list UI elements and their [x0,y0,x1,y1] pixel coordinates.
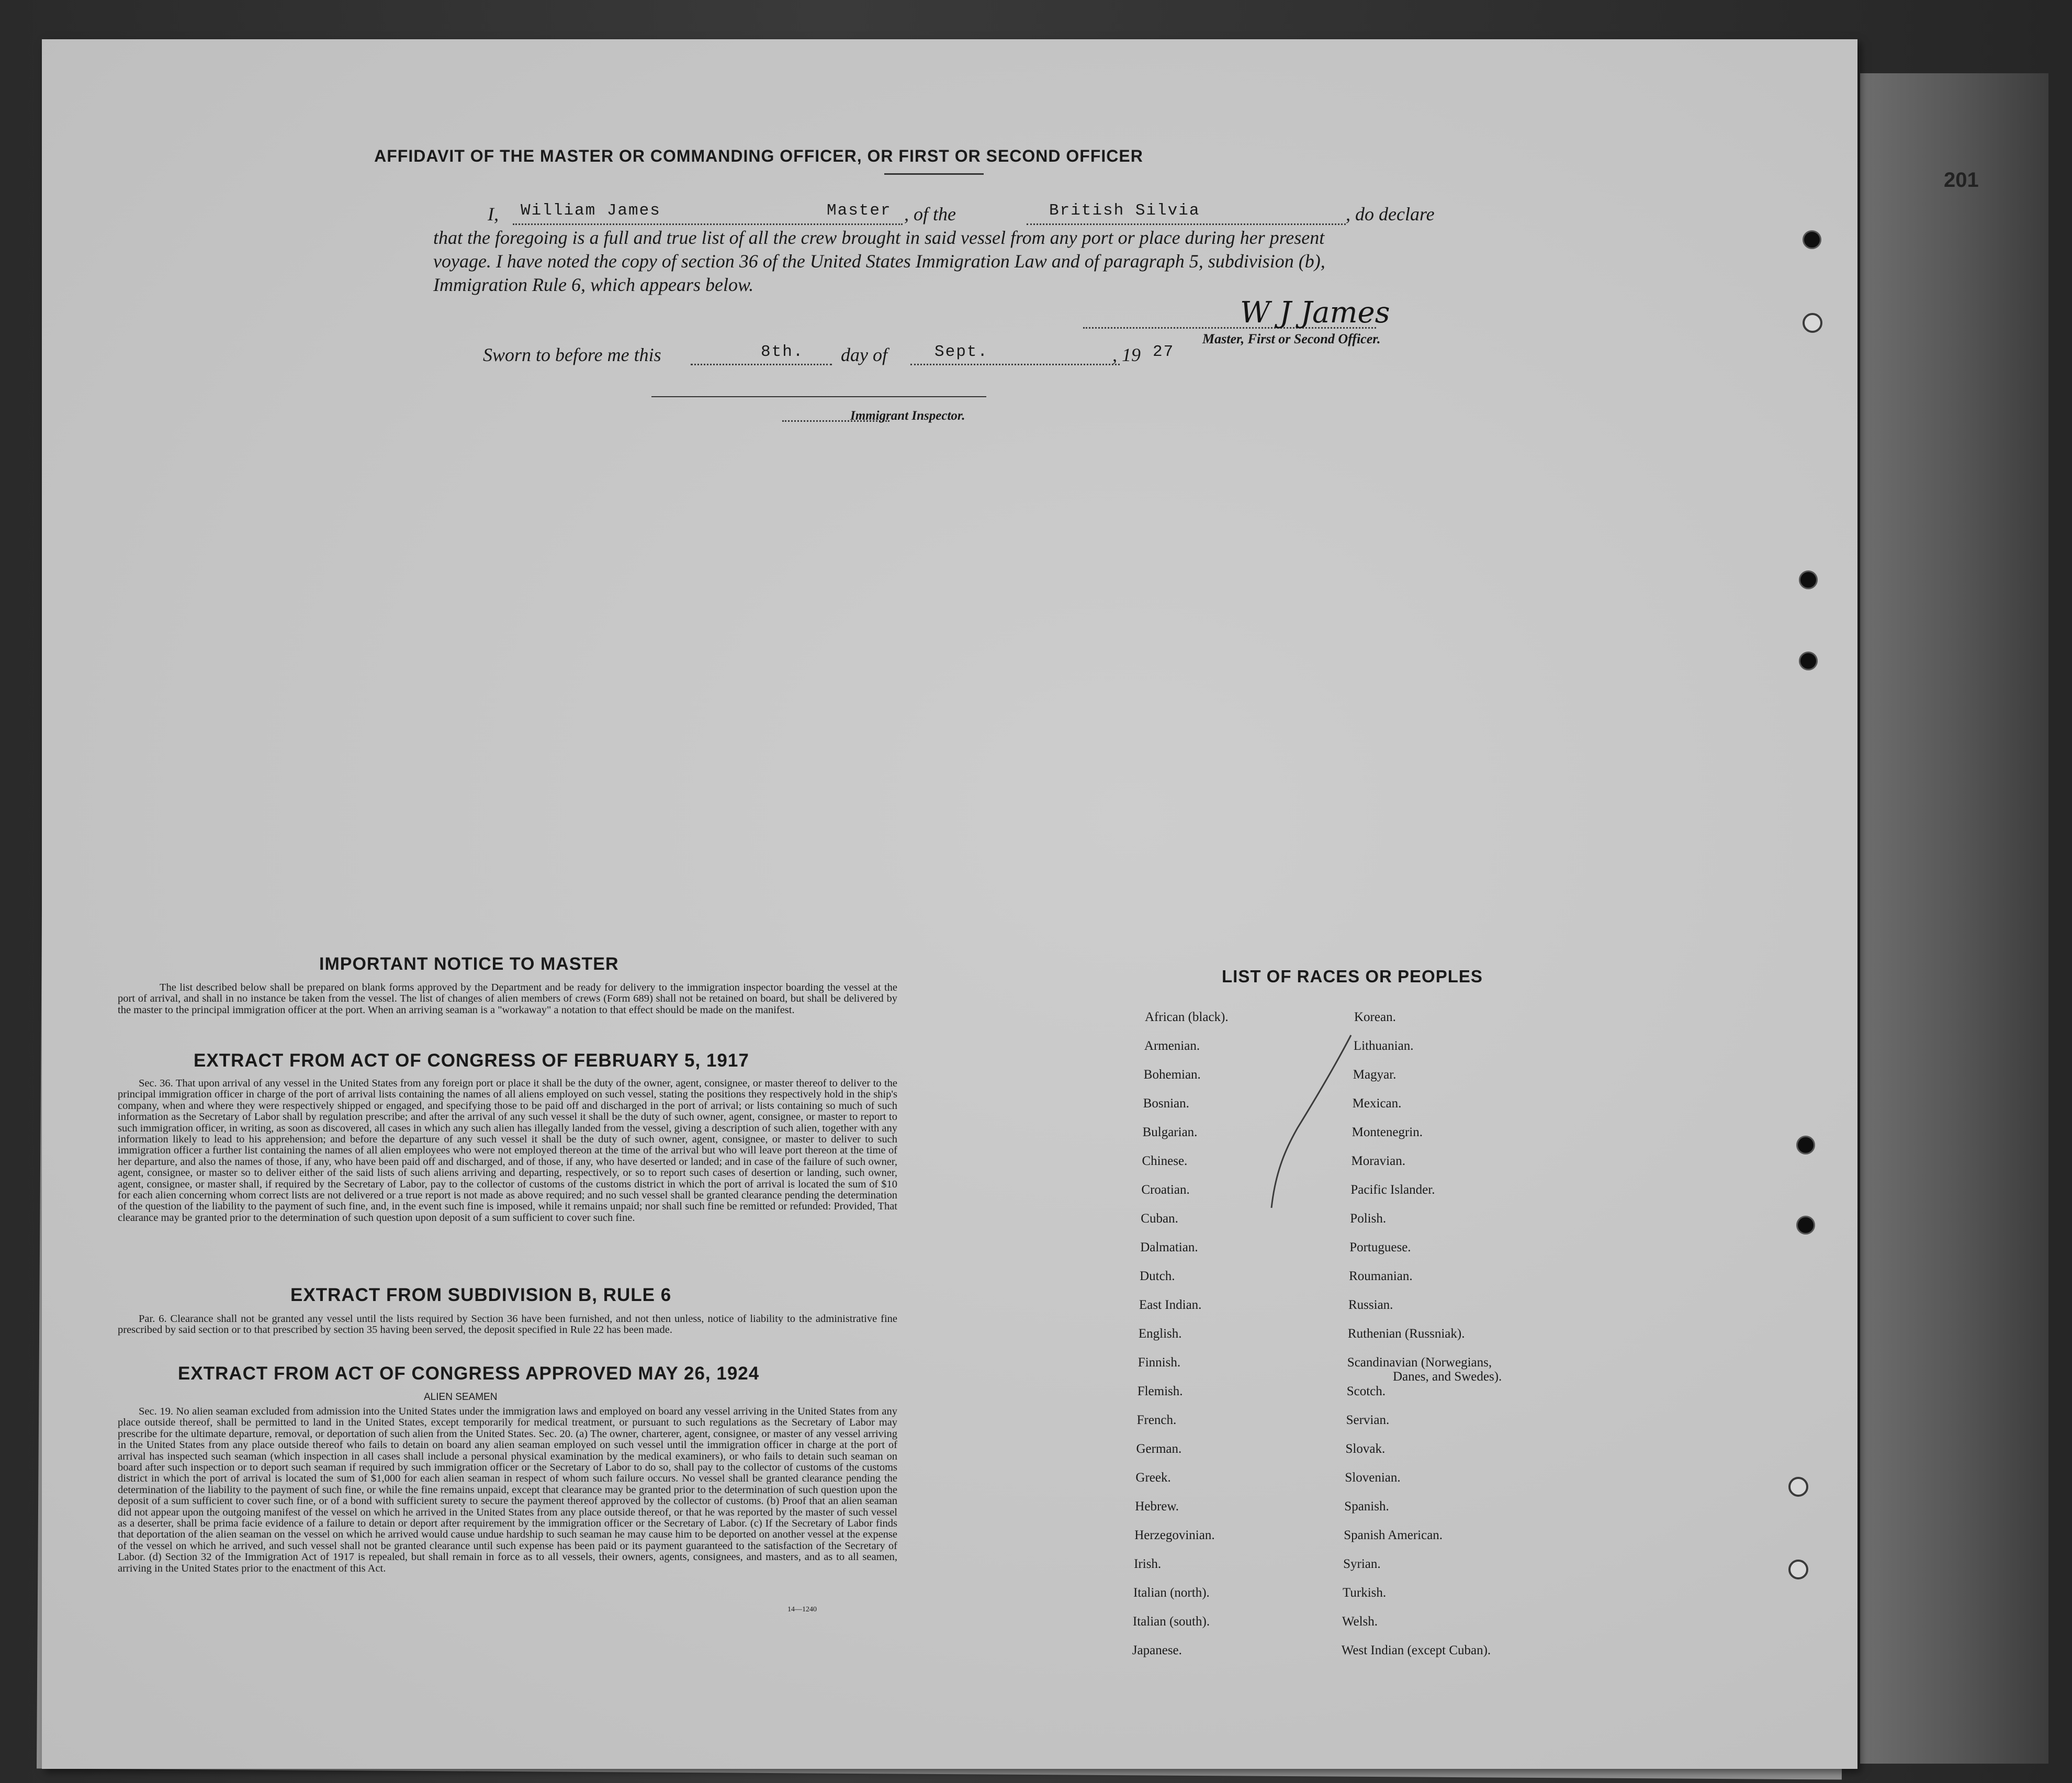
affidavit-line-3: voyage. I have noted the copy of section 36 of the United States Immigration Law and of paragraph 5, subdivision (b), [433,251,1325,272]
binder-hole [1803,313,1822,333]
binding-strip [1860,73,2048,1764]
race-item: Dutch. [1140,1269,1175,1283]
race-item: Servian. [1346,1413,1390,1427]
race-item: Italian (south). [1132,1614,1210,1629]
of-the-text: , of the [904,204,956,225]
race-item: English. [1138,1327,1182,1341]
race-item: Irish. [1134,1557,1162,1571]
rule-6-title: EXTRACT FROM SUBDIVISION B, RULE 6 [290,1285,672,1305]
sworn-month-line [910,364,1120,365]
race-item: West Indian (except Cuban). [1341,1643,1491,1657]
binder-hole [1796,1136,1815,1154]
race-item: Italian (north). [1133,1586,1210,1600]
race-item: Slovak. [1345,1442,1386,1456]
race-item: Pacific Islander. [1350,1183,1435,1197]
race-item: Welsh. [1342,1614,1378,1629]
notice-title: IMPORTANT NOTICE TO MASTER [319,954,619,974]
sworn-month: Sept. [934,343,989,361]
vessel-name: British Silvia [1049,201,1200,220]
race-item: Magyar. [1353,1068,1397,1082]
race-item: Cuban. [1141,1212,1178,1226]
inspector-caption: Immigrant Inspector. [850,409,965,423]
race-item: Spanish. [1344,1499,1389,1513]
race-item: Mexican. [1352,1096,1402,1111]
race-item: Bosnian. [1143,1096,1189,1111]
race-item: Dalmatian. [1140,1240,1198,1254]
year-prefix: , 19 [1112,344,1141,365]
race-item: Korean. [1354,1010,1396,1024]
day-of-text: day of [841,344,887,365]
notice-text: The list described below shall be prepared on blank forms approved by the Department and be ready for delivery to the immigration inspector boarding the vessel at the port of arrival, and shall in no instance be taken from the vessel. The list of changes of alien members of crews (Form 689) shall not be retained on board, but shall be delivered by the master to the principal immigration officer at the port. When an arriving seaman is a "workaway" a notation to that effect should be made on the manifest. [118,982,897,1016]
race-item: Scandinavian (Norwegians, [1347,1355,1492,1370]
races-title: LIST OF RACES OR PEOPLES [1222,967,1483,986]
master-name-line [513,223,903,225]
master-title: Master [827,201,892,220]
binder-hole [1788,1560,1808,1579]
binder-hole [1796,1216,1815,1235]
master-name: William James [521,201,661,220]
race-item: Herzegovinian. [1134,1528,1215,1542]
race-item: Russian. [1348,1298,1393,1312]
binder-hole [1803,230,1821,249]
officer-signature: W J James [1240,296,1390,330]
affidavit-line-2: that the foregoing is a full and true list of all the crew brought in said vessel from any port or place during her present [433,227,1325,248]
race-item: Finnish. [1138,1355,1181,1370]
race-item: Flemish. [1137,1384,1183,1398]
race-item: Spanish American. [1344,1528,1443,1542]
race-item: Danes, and Swedes). [1393,1370,1502,1384]
race-item: Ruthenian (Russniak). [1347,1327,1465,1341]
race-item: African (black). [1145,1010,1229,1024]
binder-hole [1799,652,1818,670]
affidavit-line-4: Immigration Rule 6, which appears below. [433,274,754,295]
race-item: Moravian. [1351,1154,1405,1168]
race-item: Croatian. [1141,1183,1190,1197]
race-item: German. [1136,1442,1182,1456]
inspector-rule [651,396,986,397]
extract-1924-text: Sec. 19. No alien seaman excluded from admission into the United States under the immigration laws and employed on board any vessel arriving in the United States from any place outside thereof, shall be permitted to land in the United States, except temporarily for medical treatment, or pursuant to such regulations as the Secretary of Labor may prescribe for the ultimate departure, removal, or deportation of such alien from the United States. Sec. 20. (a) The owner, charterer, agent, consignee, or master of any vessel arriving in the United States from any place outside thereof who fails to detain on board any alien seaman employed on such vessel until the immigration officer in charge at the port of arrival has inspected such seaman (which inspection in all cases shall include a personal physical examination by the medical examiners), or who fails to detain such seaman on board after such inspection or to deport such seaman if required by such immigration officer or the Secretary of Labor to do so, shall pay to the collector of customs of the customs district in which the port of arrival is located the sum of $1,000 for each alien seaman in respect of whom such failure occurs. No vessel shall be granted clearance pending the determination of the liability to the payment of such fine, or while the fine remains unpaid, except that clearance may be granted prior to the determination of such question upon the deposit of a sum sufficient to cover such fine, or of a bond with sufficient surety to secure the payment thereof approved by the collector of customs. (b) Proof that an alien seaman did not appear upon the outgoing manifest of the vessel on which he arrived in the United States from any place outside thereof, or that he was reported by the master of such vessel as a deserter, shall be prima facie evidence of a failure to detain or deport after requirement by the immigration officer or the Secretary of Labor. (c) If the Secretary of Labor finds that deportation of the alien seaman on the vessel on which he arrived would cause undue hardship to such seaman he may cause him to be deported on another vessel at the expense of the vessel on which he arrived, and such vessel shall not be granted clearance until such expense has been paid or its payment guaranteed to the satisfaction of the Secretary of Labor. (d) Section 32 of the Immigration Act of 1917 is repealed, but shall remain in force as to all vessels, their owners, agents, consignees, and masters, and as to all seamen, arriving in the United States prior to the enactment of this Act. [118,1406,897,1574]
race-item: Armenian. [1144,1039,1200,1053]
sworn-year: 27 [1153,343,1175,361]
race-item: Hebrew. [1135,1499,1179,1513]
race-item: Lithuanian. [1353,1039,1414,1053]
race-item: Bulgarian. [1142,1125,1198,1139]
race-item: Scotch. [1346,1384,1386,1398]
vessel-line [1027,223,1346,225]
extract-1917-title: EXTRACT FROM ACT OF CONGRESS OF FEBRUARY 5, 1917 [194,1050,749,1071]
page-number: 201 [1944,169,1979,192]
race-item: Turkish. [1343,1586,1387,1600]
race-item: East Indian. [1139,1298,1202,1312]
rule-6-text: Par. 6. Clearance shall not be granted any vessel until the lists required by Section 36 have been furnished, and not then unless, notice of liability to the administrative fine prescribed by said section or to that prescribed by section 35 having been served, the deposit specified in Rule 22 has been made. [118,1313,897,1336]
race-item: Portuguese. [1349,1240,1411,1254]
pencil-check-mark [1230,1031,1387,1219]
affidavit-title: AFFIDAVIT OF THE MASTER OR COMMANDING OFFICER, OR FIRST OR SECOND OFFICER [374,147,1143,165]
race-item: Chinese. [1142,1154,1188,1168]
extract-1917-text: Sec. 36. That upon arrival of any vessel in the United States from any foreign port or place it shall be the duty of the owner, agent, consignee, or master thereof to deliver to the principal immigration officer in charge of the port of arrival lists containing the names of all aliens employed on such vessel, stating the positions they respectively hold in the ship's company, when and where they were respectively shipped or engaged, and specifying those to be paid off and discharged in the port of arrival; or lists containing so much of such information as the Secretary of Labor shall by regulation prescribe; and after the arrival of any such vessel it shall be the duty of such owner, agent, consignee, or master to report to such immigration officer, in writing, as soon as discovered, all cases in which any such alien has illegally landed from the vessel, giving a description of such alien, together with any information likely to lead to his apprehension; and before the departure of any such vessel it shall be the duty of such owner, agent, consignee, or master to deliver to such immigration officer a further list containing the names of all alien employees who were not employed thereon at the time of the arrival but who will leave port thereon at the time of her departure, and also the names of those, if any, who have been paid off and discharged, and of those, if any, who have deserted or landed; and in case of the failure of such owner, agent, consignee, or master so to deliver either of the said lists of such aliens arriving and departing, respectively, or so to report such cases of desertion or landing, such owner, agent, consignee, or master shall, if required by the Secretary of Labor, pay to the collector of customs of the customs district in which the port of arrival is located the sum of $10 for each alien concerning whom correct lists are not delivered or a true report is not made as above required; and no such vessel shall be granted clearance pending the determination of the question of the liability to the payment of such fine, and, in the event such fine is imposed, while it remains unpaid; nor shall such fine be remitted or refunded: Provided, That clearance may be granted prior to the determination of such question upon deposit of a sum sufficient to cover such fine. [118,1078,897,1224]
do-declare-text: , do declare [1346,204,1435,225]
alien-seamen-subtitle: ALIEN SEAMEN [424,1392,498,1403]
race-item: Roumanian. [1349,1269,1413,1283]
race-item: Bohemian. [1143,1068,1201,1082]
affidavit-i: I, [488,204,499,225]
document-page [42,39,1857,1769]
sworn-day: 8th. [761,343,804,361]
title-rule [884,173,984,175]
race-item: Greek. [1135,1471,1171,1485]
signature-caption: Master, First or Second Officer. [1202,331,1381,346]
binder-hole [1788,1477,1808,1497]
sworn-prefix: Sworn to before me this [483,344,661,365]
sworn-day-line [691,364,832,365]
extract-1924-title: EXTRACT FROM ACT OF CONGRESS APPROVED MAY 26, 1924 [178,1363,760,1384]
race-item: Japanese. [1132,1643,1182,1657]
form-number: 14—1240 [787,1606,817,1613]
race-item: Syrian. [1343,1557,1381,1571]
race-item: Polish. [1350,1212,1387,1226]
race-item: Montenegrin. [1352,1125,1423,1139]
race-item: French. [1136,1413,1177,1427]
binder-hole [1799,570,1818,589]
race-item: Slovenian. [1345,1471,1401,1485]
